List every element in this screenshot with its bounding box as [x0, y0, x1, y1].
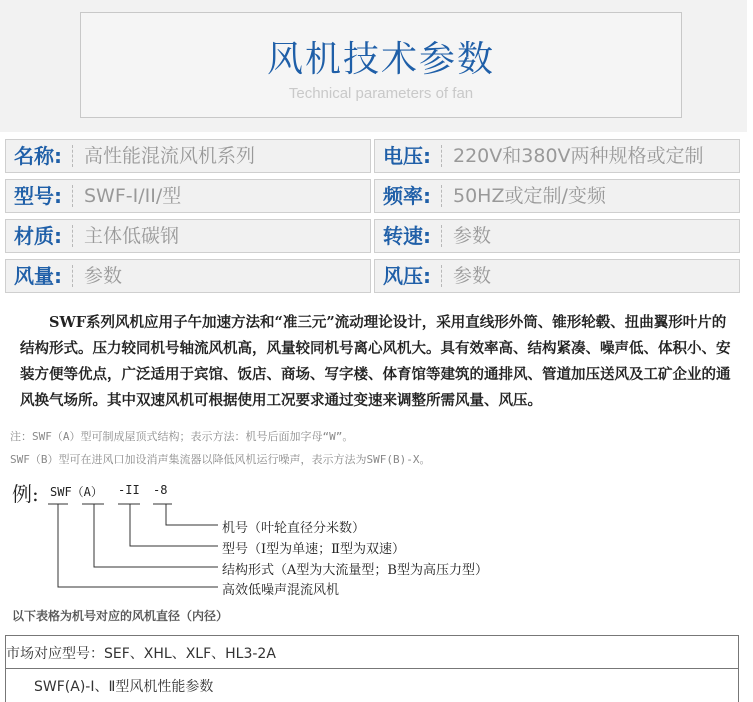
header-banner [0, 0, 747, 132]
annotation-machine-no: 机号（叶轮直径分米数） [222, 521, 366, 536]
table-caption: 以下表格为机号对应的风机直径（内径） [12, 609, 229, 623]
spec-value-name: 高性能混流风机系列 [84, 145, 256, 167]
spec-cell-pressure [374, 259, 740, 293]
leader-machine-no [166, 504, 218, 525]
code-swf: SWF（A） [50, 485, 103, 499]
spec-label-voltage: 电压: [383, 144, 431, 168]
spec-value-pressure: 参数 [453, 265, 492, 287]
spec-label-frequency: 频率: [383, 184, 431, 208]
spec-cell-speed [374, 219, 740, 253]
spec-label-material: 材质: [14, 224, 62, 248]
product-description: SWF系列风机应用子午加速方法和“准三元”流动理论设计，采用直线形外筒、锥形轮毂、扭曲翼形叶片的结构形式。压力较同机号轴流风机高，风量较同机号离心风机大。具有效率高、结构紧凑、噪声低、体积小、安装方便等优点，广泛适用于宾馆、饭店、商场、写字楼、体育馆等建筑的通排风、管道加压送风及工矿企业的通风换气场所。其中双速风机可根据使用工况要求通过变速来调整所需风量、风压。 [20, 314, 731, 409]
spec-value-speed: 参数 [453, 225, 492, 247]
spec-label-pressure: 风压: [383, 264, 431, 288]
spec-cell-material [5, 219, 371, 253]
annotation-fan: 高效低噪声混流风机 [222, 583, 340, 598]
spec-label-airflow: 风量: [14, 264, 62, 288]
spec-cell-name [5, 139, 371, 173]
spec-cell-airflow [5, 259, 371, 293]
spec-value-material: 主体低碳钢 [84, 225, 180, 247]
code-8: -8 [153, 483, 168, 497]
spec-value-voltage: 220V和380V两种规格或定制 [453, 145, 704, 167]
note-line-2: SWF（B）型可在进风口加设消声集流器以降低风机运行噪声，表示方法为SWF(B)-X。 [10, 453, 431, 466]
spec-label-name: 名称: [14, 144, 62, 168]
annotation-type: 型号（Ⅰ型为单速；Ⅱ型为双速） [222, 542, 405, 557]
title-box [80, 12, 682, 118]
page-title: 风机技术参数 [266, 39, 495, 80]
code-ii: -II [118, 483, 140, 497]
spec-cell-model [5, 179, 371, 213]
spec-label-model: 型号: [14, 184, 62, 208]
note-line-1: 注：SWF（A）型可制成屋顶式结构；表示方法：机号后面加字母“W”。 [10, 430, 354, 443]
spec-cell-frequency [374, 179, 740, 213]
annotation-structure: 结构形式（A型为大流量型；B型为高压力型） [222, 563, 488, 578]
spec-cell-voltage [374, 139, 740, 173]
leader-structure [94, 504, 218, 567]
market-models-text: 市场对应型号：SEF、XHL、XLF、HL3-2A [6, 646, 276, 662]
spec-value-frequency: 50HZ或定制/变频 [453, 185, 606, 207]
example-label: 例: [12, 482, 39, 506]
spec-label-speed: 转速: [383, 224, 431, 248]
page-subtitle: Technical parameters of fan [288, 85, 474, 102]
performance-title: SWF(A)-I、Ⅱ型风机性能参数 [34, 679, 214, 695]
spec-value-model: SWF-I/II/型 [84, 185, 182, 207]
spec-value-airflow: 参数 [84, 265, 123, 287]
